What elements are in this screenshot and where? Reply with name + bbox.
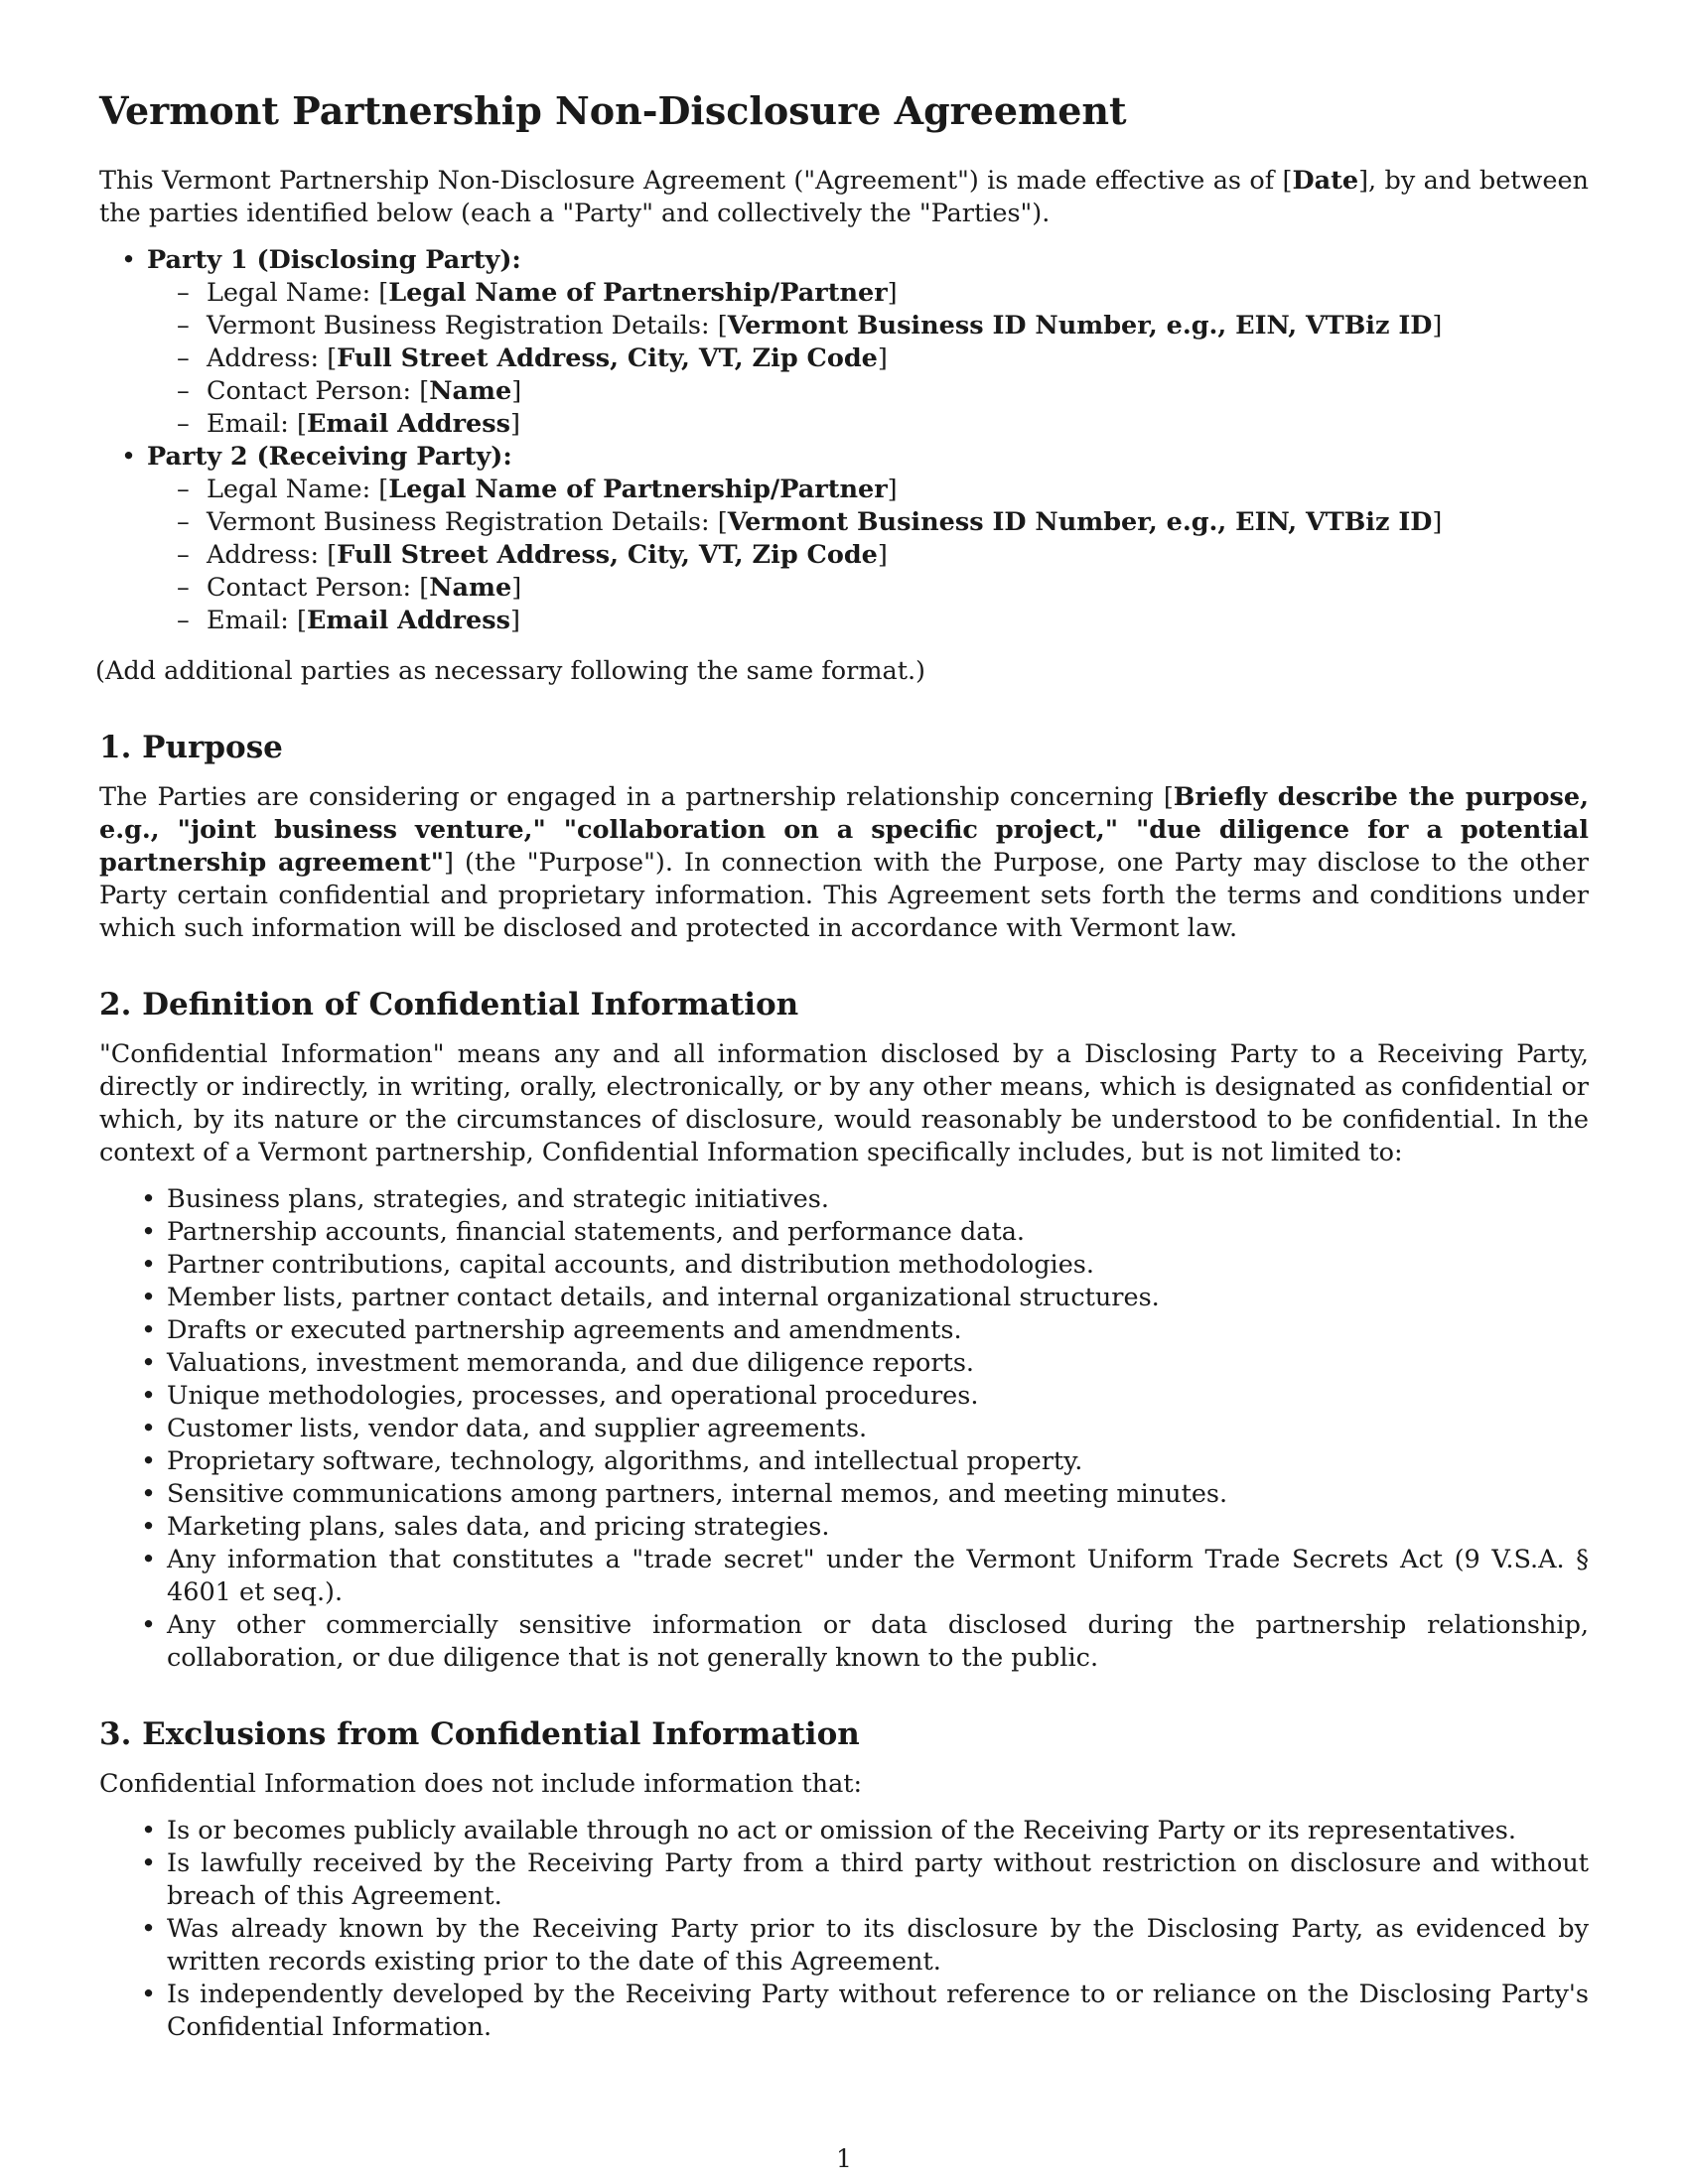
party-field: – Contact Person: [Name] xyxy=(207,572,1589,605)
party-field: – Legal Name: [Legal Name of Partnership/Partner] xyxy=(207,474,1589,506)
list-item: • Valuations, investment memoranda, and due diligence reports. xyxy=(167,1347,1589,1380)
party-item xyxy=(147,441,1589,637)
list-item: • Drafts or executed partnership agreements and amendments. xyxy=(167,1314,1589,1347)
party-field: – Vermont Business Registration Details: [Vermont Business ID Number, e.g., EIN, VTBiz ID] xyxy=(207,310,1589,342)
exclusions-paragraph: Confidential Information does not include information that: xyxy=(99,1769,863,1799)
list-item: • Unique methodologies, processes, and operational procedures. xyxy=(167,1380,1589,1413)
party-field: – Email: [Email Address] xyxy=(207,605,1589,637)
list-item: • Sensitive communications among partners, internal memos, and meeting minutes. xyxy=(167,1478,1589,1511)
party-fields xyxy=(147,277,1589,441)
list-item: • Customer lists, vendor data, and supplier agreements. xyxy=(167,1413,1589,1445)
section-heading-definition: 2. Definition of Confidential Information xyxy=(99,987,799,1023)
party-item xyxy=(147,244,1589,441)
list-item: • Member lists, partner contact details, and internal organizational structures. xyxy=(167,1282,1589,1314)
page-number: 1 xyxy=(836,2144,852,2173)
list-item: • Any information that constitutes a "trade secret" under the Vermont Uniform Trade Secrets Act (9 V.S.A. § 4601 et seq.). xyxy=(167,1544,1589,1609)
additional-parties-note: (Add additional parties as necessary following the same format.) xyxy=(95,656,926,686)
section-heading-purpose: 1. Purpose xyxy=(99,730,283,765)
parties-list xyxy=(99,244,1589,637)
party-field: – Vermont Business Registration Details: [Vermont Business ID Number, e.g., EIN, VTBiz ID] xyxy=(207,506,1589,539)
document-title: Vermont Partnership Non-Disclosure Agreement xyxy=(99,88,1127,133)
intro-paragraph: This Vermont Partnership Non-Disclosure Agreement ("Agreement") is made effective as of [Date], by and between the parties identified below (each a "Party" and collectively the "Parties"). xyxy=(99,166,1589,228)
party-field: – Address: [Full Street Address, City, VT, Zip Code] xyxy=(207,342,1589,375)
party-heading: Party 1 (Disclosing Party): xyxy=(147,245,521,275)
purpose-paragraph: The Parties are considering or engaged in a partnership relationship concerning [Briefly describe the purpose, e.g., "joint business venture," "collaboration on a specific project," "due diligence for a potential partnership agreement"] (the "Purpose"). In connection with the Purpose, one Party may disclose to the other Party certain confidential and proprietary information. This Agreement sets forth the terms and conditions under which such information will be disclosed and protected in accordance with Vermont law. xyxy=(99,782,1589,943)
list-item: • Partnership accounts, financial statements, and performance data. xyxy=(167,1216,1589,1249)
list-item: • Partner contributions, capital accounts, and distribution methodologies. xyxy=(167,1249,1589,1282)
list-item: • Any other commercially sensitive information or data disclosed during the partnership relationship, collaboration, or due diligence that is not generally known to the public. xyxy=(167,1609,1589,1675)
list-item: • Marketing plans, sales data, and pricing strategies. xyxy=(167,1511,1589,1544)
party-heading: Party 2 (Receiving Party): xyxy=(147,442,512,472)
section-heading-exclusions: 3. Exclusions from Confidential Information xyxy=(99,1716,860,1752)
date-placeholder: Date xyxy=(1292,166,1359,196)
party-field: – Email: [Email Address] xyxy=(207,408,1589,441)
party-fields xyxy=(147,474,1589,637)
list-item: • Is lawfully received by the Receiving Party from a third party without restriction on disclosure and without breach of this Agreement. xyxy=(167,1847,1589,1913)
party-field: – Address: [Full Street Address, City, VT, Zip Code] xyxy=(207,539,1589,572)
party-field: – Contact Person: [Name] xyxy=(207,375,1589,408)
list-item: • Is or becomes publicly available through no act or omission of the Receiving Party or its representatives. xyxy=(167,1815,1589,1847)
list-item: • Proprietary software, technology, algorithms, and intellectual property. xyxy=(167,1445,1589,1478)
definition-list xyxy=(99,1183,1589,1675)
list-item: • Business plans, strategies, and strategic initiatives. xyxy=(167,1183,1589,1216)
purpose-placeholder: Briefly describe the purpose, e.g., "joint business venture," "collaboration on a specific project," "due diligence for a potential partnership agreement" xyxy=(99,782,1589,878)
list-item: • Was already known by the Receiving Party prior to its disclosure by the Disclosing Party, as evidenced by written records existing prior to the date of this Agreement. xyxy=(167,1913,1589,1979)
definition-paragraph: "Confidential Information" means any and all information disclosed by a Disclosing Party to a Receiving Party, directly or indirectly, in writing, orally, electronically, or by any other means, which is designated as confidential or which, by its nature or the circumstances of disclosure, would reasonably be understood to be confidential. In the context of a Vermont partnership, Confidential Information specifically includes, but is not limited to: xyxy=(99,1039,1589,1167)
document-page xyxy=(95,87,1589,2044)
list-item: • Is independently developed by the Receiving Party without reference to or reliance on the Disclosing Party's Confidential Information. xyxy=(167,1979,1589,2044)
exclusions-list xyxy=(99,1815,1589,2044)
party-field: – Legal Name: [Legal Name of Partnership/Partner] xyxy=(207,277,1589,310)
